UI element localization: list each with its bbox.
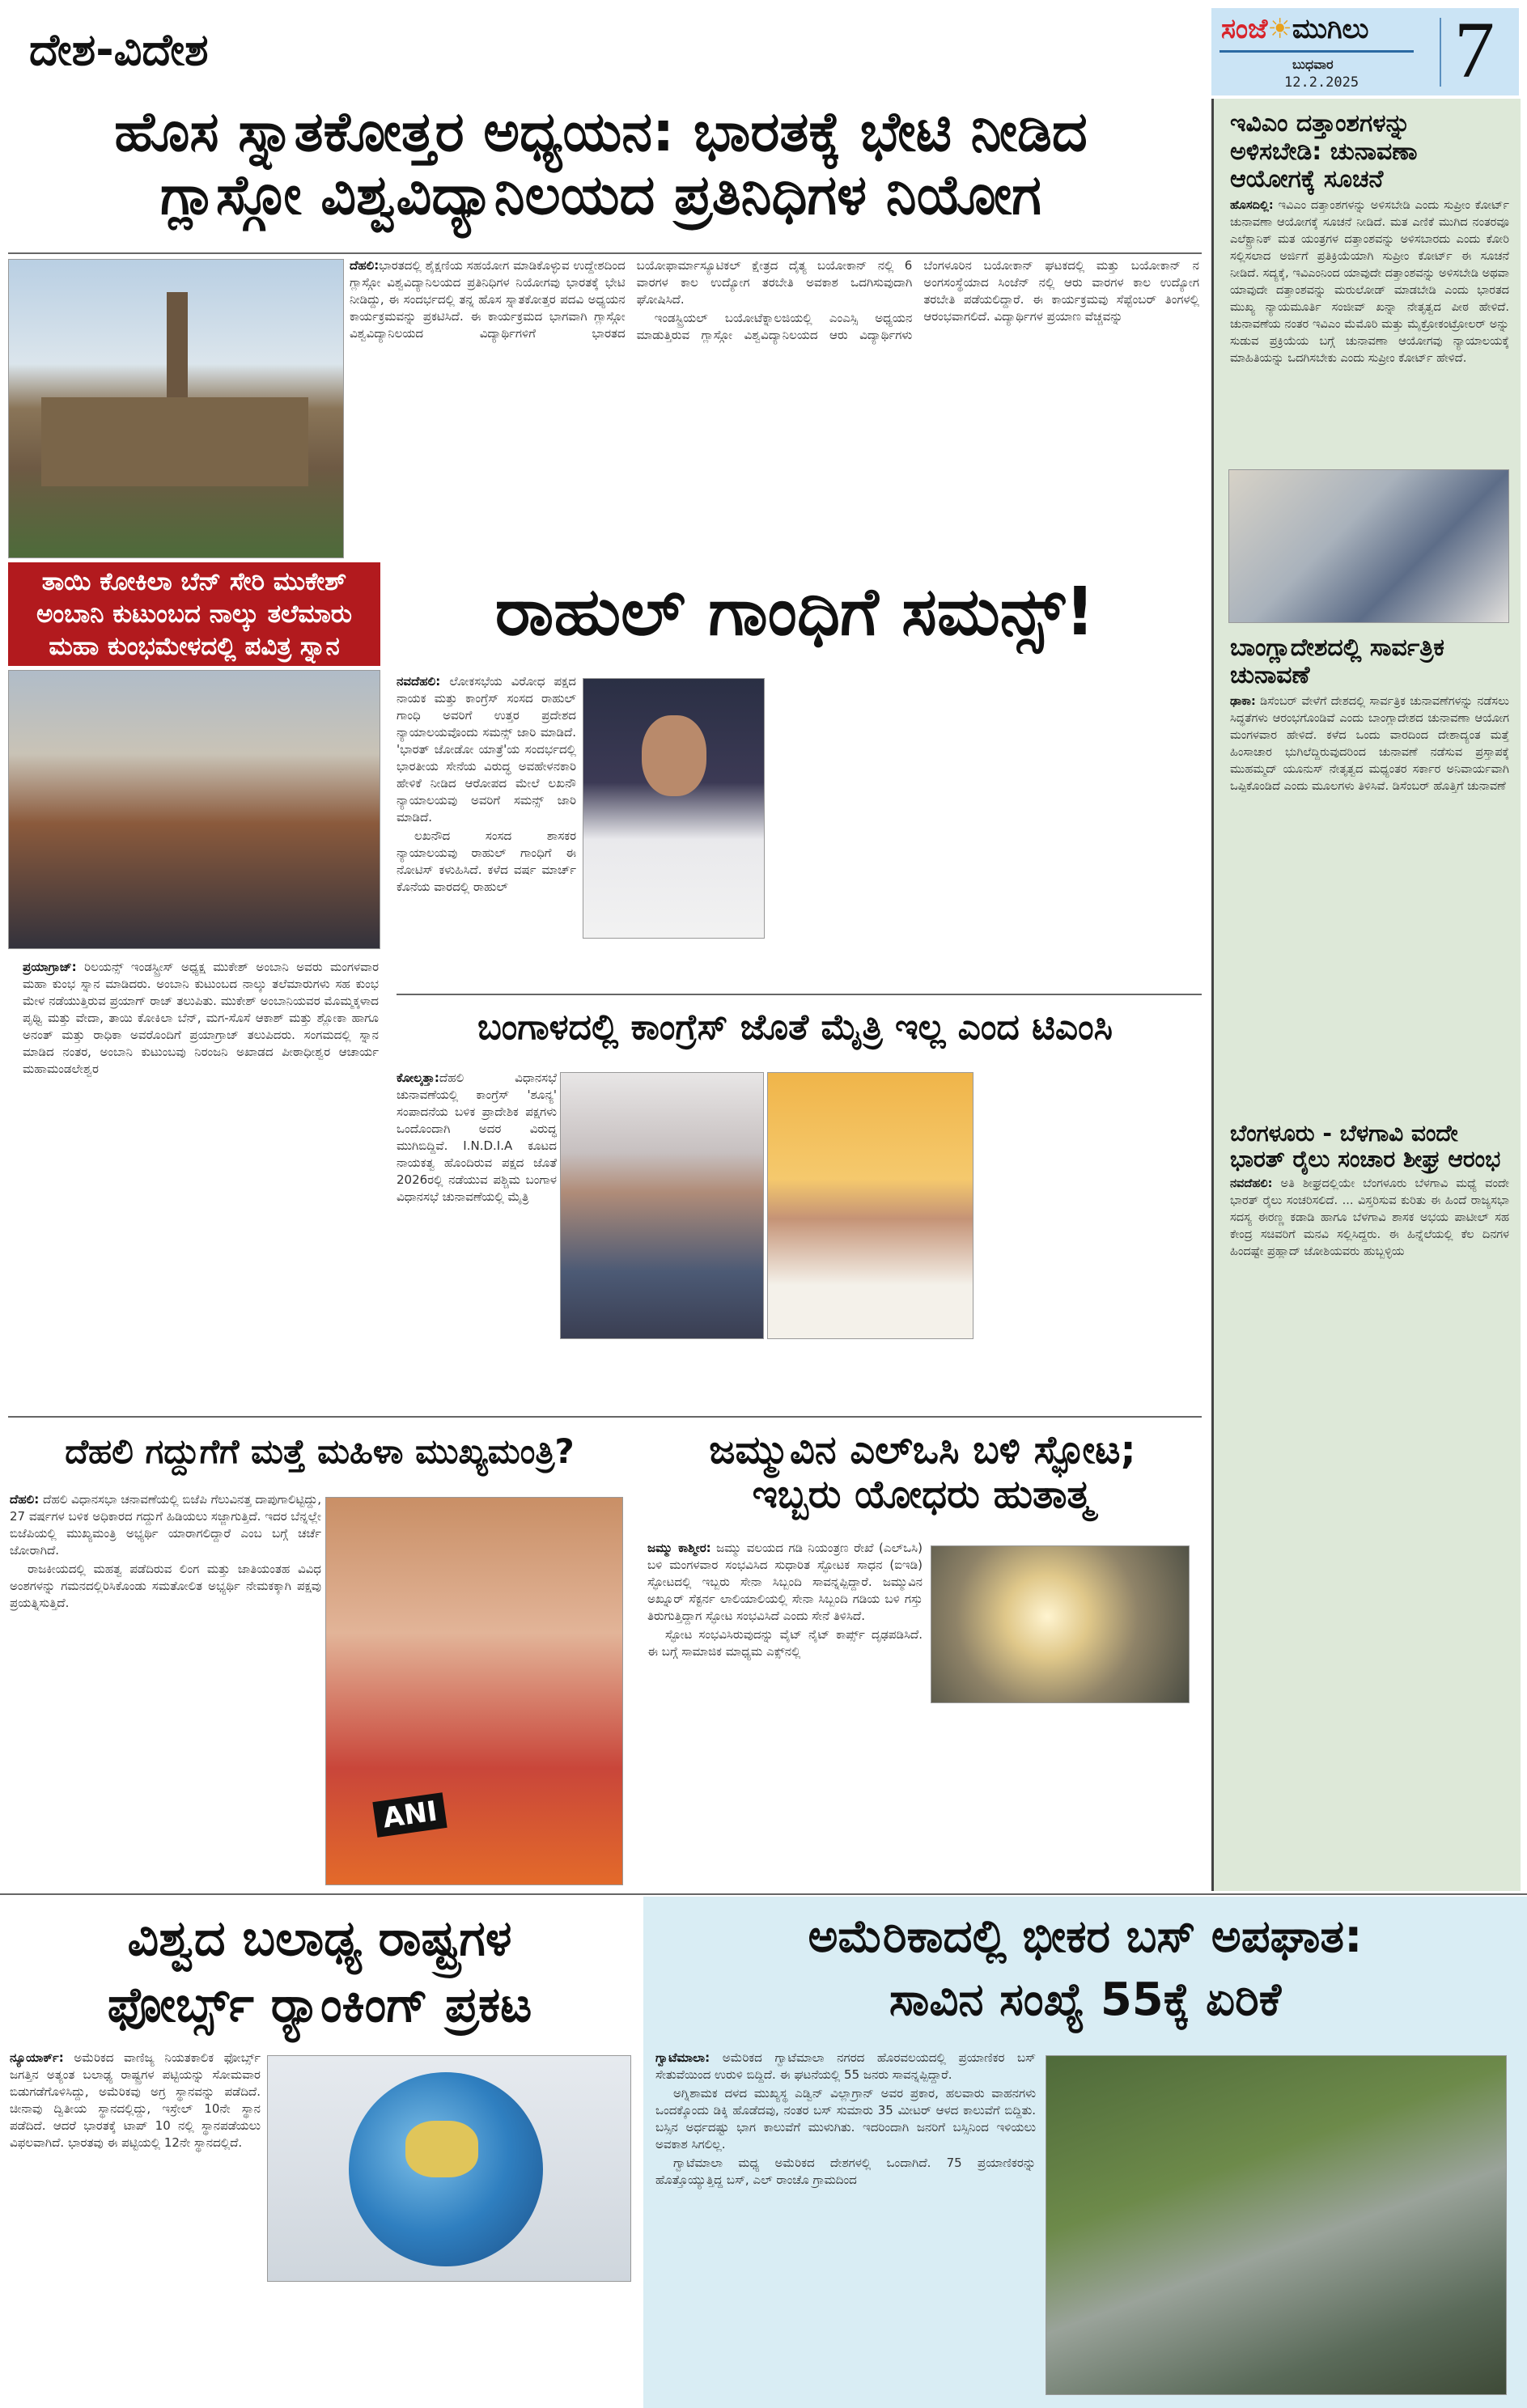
glasgow-university-photo xyxy=(8,259,344,558)
paragraph: ಡಿಸೆಂಬರ್ ವೇಳೆಗೆ ದೇಶದಲ್ಲಿ ಸಾರ್ವತ್ರಿಕ ಚುನಾವಣೆಗಳನ್ನು ನಡೆಸಲು ಸಿದ್ಧತೆಗಳು ಆರಂಭಗೊಂಡಿವೆ ಎಂದು ಬಾಂಗ್ಲಾದೇಶದ ಚುನಾವಣಾ ಆಯೋಗ ಮಂಗಳವಾರ ಹೇಳಿದೆ. ಕಳೆದ ಒಂದು ವಾರದಿಂದ ದೇಶಾದ್ಯಂತ ಮತ್ತೆ ಹಿಂಸಾಚಾರ ಭುಗಿಲೆದ್ದಿರುವುದರಿಂದ ಚುನಾವಣೆ ನಡೆಸುವ ಪ್ರಸ್ತಾಪಕ್ಕೆ ಮುಹಮ್ಮದ್ ಯೂನುಸ್ ನೇತೃತ್ವದ ಮಧ್ಯಂತರ ಸರ್ಕಾರ ಅನಿವಾರ್ಯವಾಗಿ ಒಪ್ಪಿಕೊಂಡಿದೆ ಎಂದು ಮೂಲಗಳು ತಿಳಿಸಿವೆ. ಡಿಸೆಂಬರ್ ಹೊತ್ತಿಗೆ ಚುನಾವಣೆ xyxy=(1230,694,1509,793)
paragraph: ಲೋಕಸಭೆಯ ವಿರೋಧ ಪಕ್ಷದ ನಾಯಕ ಮತ್ತು ಕಾಂಗ್ರೆಸ್ ಸಂಸದ ರಾಹುಲ್ ಗಾಂಧಿ ಅವರಿಗೆ ಉತ್ತರ ಪ್ರದೇಶದ ನ್ಯಾಯಾಲಯವೊಂದು ಸಮನ್ಸ್ ಜಾರಿ ಮಾಡಿದೆ. 'ಭಾರತ್ ಜೋಡೋ ಯಾತ್ರೆ'ಯ ಸಂದರ್ಭದಲ್ಲಿ ಭಾರತೀಯ ಸೇನೆಯ ವಿರುದ್ಧ ಅವಹೇಳನಕಾರಿ ಹೇಳಿಕೆ ನೀಡಿದ ಆರೋಪದ ಮೇಲೆ ಲಖನೌ ನ್ಯಾಯಾಲಯವು ಅವರಿಗೆ ಸಮನ್ಸ್ ಜಾರಿ ಮಾಡಿದೆ. xyxy=(397,674,576,825)
evm-machines-photo xyxy=(1228,469,1509,623)
section-label: ದೇಶ-ವಿದೇಶ xyxy=(29,24,209,75)
logo-dark: ಮುಗಿಲು xyxy=(1292,13,1369,45)
palm-sun-icon: ☀ xyxy=(1267,13,1292,45)
dateline: ನವದೆಹಲಿ: xyxy=(1230,1176,1273,1190)
headline-line: ಜಮ್ಮುವಿನ ಎಲ್‌ಒಸಿ ಬಳಿ ಸ್ಫೋಟ; xyxy=(709,1427,1136,1473)
dateline: ದೆಹಲಿ: xyxy=(10,1492,40,1507)
bengal-headline: ಬಂಗಾಳದಲ್ಲಿ ಕಾಂಗ್ರೆಸ್ ಜೊತೆ ಮೈತ್ರಿ ಇಲ್ಲ ಎಂದ ಟಿಎಂಸಿ xyxy=(477,1007,1113,1048)
delhi-cm-body xyxy=(10,1491,321,1888)
dateline: ನವದೆಹಲಿ: xyxy=(397,674,441,689)
paragraph: ಅಮೆರಿಕದ ಗ್ವಾಟೆಮಾಲಾ ನಗರದ ಹೊರವಲಯದಲ್ಲಿ ಪ್ರಯಾಣಿಕರ ಬಸ್ ಸೇತುವೆಯಿಂದ ಉರುಳಿ ಬಿದ್ದಿದೆ. ಈ ಘಟನೆಯಲ್ಲಿ 55 ಜನರು ಸಾವನ್ನಪ್ಪಿದ್ದಾರೆ. xyxy=(655,2050,1036,2082)
bengal-body xyxy=(397,1070,557,1385)
jammu-headline xyxy=(643,1428,1202,1517)
headline-line: ವಿಶ್ವದ ಬಲಾಢ್ಯ ರಾಷ್ಟ್ರಗಳ xyxy=(127,1910,512,1967)
paragraph: ಲಖನೌದ ಸಂಸದ ಶಾಸಕರ ನ್ಯಾಯಾಲಯವು ರಾಹುಲ್ ಗಾಂಧಿಗೆ ಈ ನೋಟಿಸ್ ಕಳುಹಿಸಿದೆ. ಕಳೆದ ವರ್ಷ ಮಾರ್ಚ್ ಕೊನೆಯ ವಾರದಲ್ಲಿ ರಾಹುಲ್ xyxy=(397,829,576,894)
woman-leader-photo xyxy=(325,1497,623,1885)
dateline: ಜಮ್ಮು ಕಾಶ್ಮೀರ: xyxy=(647,1541,711,1555)
rahul-body-col1 xyxy=(397,673,576,993)
bus-headline xyxy=(643,1906,1527,2032)
bangladesh-body xyxy=(1214,693,1521,1114)
ambani-kumbh-photo xyxy=(8,670,380,949)
evm-headline: ಇವಿಎಂ ದತ್ತಾಂಶಗಳನ್ನು ಅಳಿಸಬೇಡಿ: ಚುನಾವಣಾ ಆಯೋಗಕ್ಕೆ ಸೂಚನೆ xyxy=(1230,109,1418,193)
dateline: ಗ್ವಾಟೆಮಾಲಾ: xyxy=(655,2050,710,2065)
paragraph: ರಾಜಕೀಯದಲ್ಲಿ ಮಹತ್ವ ಪಡೆದಿರುವ ಲಿಂಗ ಮತ್ತು ಜಾತಿಯಂತಹ ವಿವಿಧ ಅಂಶಗಳನ್ನು ಗಮನದಲ್ಲಿರಿಸಿಕೊಂಡು ಸಮತೋಲಿತ ಅಭ್ಯರ್ಥಿ ನೇಮಕಕ್ಕಾಗಿ ಪಕ್ಷವು ಪ್ರಯತ್ನಿಸುತ್ತಿದೆ. xyxy=(10,1562,321,1610)
bus-accident-photo xyxy=(1046,2055,1507,2395)
explosion-photo xyxy=(931,1545,1190,1703)
dateline: ಹೊಸದಿಲ್ಲಿ: xyxy=(1230,198,1274,212)
evm-body xyxy=(1214,197,1521,464)
rahul-headline: ರಾಹುಲ್ ಗಾಂಧಿಗೆ ಸಮನ್ಸ್! xyxy=(494,574,1096,651)
paragraph: ದೆಹಲಿ ವಿಧಾನಸಭೆ ಚುನಾವಣೆಯಲ್ಲಿ ಕಾಂಗ್ರೆಸ್ 'ಶೂನ್ಯ' ಸಂಪಾದನೆಯ ಬಳಿಕ ಪ್ರಾದೇಶಿಕ ಪಕ್ಷಗಳು ಒಂದೊಂದಾಗಿ ಅದರ ವಿರುದ್ಧ ಮುಗಿಬಿದ್ದಿವೆ. I.N.D.I.A ಕೂಟದ ನಾಯಕತ್ವ ಹೊಂದಿರುವ ಪಕ್ಷದ ಜೊತೆ 2026ರಲ್ಲಿ ನಡೆಯುವ ಪಶ್ಚಿಮ ಬಂಗಾಳ ವಿಧಾನಸಭೆ ಚುನಾವಣೆಯಲ್ಲಿ ಮೈತ್ರಿ xyxy=(397,1070,557,1204)
paragraph: ಗ್ವಾಟೆಮಾಲಾ ಮಧ್ಯ ಅಮೆರಿಕದ ದೇಶಗಳಲ್ಲಿ ಒಂದಾಗಿದೆ. 75 ಪ್ರಯಾಣಿಕರನ್ನು ಹೊತ್ತೊಯ್ಯುತ್ತಿದ್ದ ಬಸ್, ಎಲ್ ರಾಂಚೊ ಗ್ರಾಮದಿಂದ xyxy=(655,2156,1036,2187)
headline-line: ಹೊಸ ಸ್ನಾತಕೋತ್ತರ ಅಧ್ಯಯನ: ಭಾರತಕ್ಕೆ ಭೇಟಿ ನೀಡಿದ xyxy=(114,100,1088,164)
logo xyxy=(1221,13,1368,45)
paragraph: ಅಗ್ನಿಶಾಮಕ ದಳದ ಮುಖ್ಯಸ್ಥ ಎಡ್ವಿನ್ ವಿಲ್ಲಾಗ್ರಾನ್ ಅವರ ಪ್ರಕಾರ, ಹಲವಾರು ವಾಹನಗಳು ಒಂದಕ್ಕೊಂದು ಡಿಕ್ಕಿ ಹೊಡೆದವು, ನಂತರ ಬಸ್ ಸುಮಾರು 35 ಮೀಟರ್ ಆಳದ ಕಾಲುವೆಗೆ ಬಿದ್ದಿತು. ಬಸ್ಸಿನ ಅರ್ಧದಷ್ಟು ಭಾಗ ಕಾಲುವೆಗೆ ಮುಳುಗಿತು. ಇದರಿಂದಾಗಿ ಜನರಿಗೆ ಬಸ್ಸಿನಿಂದ ಇಳಿಯಲು ಅವಕಾಶ ಸಿಗಲಿಲ್ಲ. xyxy=(655,2086,1036,2152)
dateline: ದೆಹಲಿ: xyxy=(350,258,380,273)
forbes-headline xyxy=(0,1906,639,2038)
ani-mic-label: ANI xyxy=(372,1792,447,1838)
globe-photo xyxy=(267,2055,631,2282)
headline-line: ಇಬ್ಬರು ಯೋಧರು ಹುತಾತ್ಮ xyxy=(752,1472,1093,1518)
bus-body xyxy=(655,2050,1036,2397)
paragraph: ರಿಲಯನ್ಸ್ ಇಂಡಸ್ಟ್ರೀಸ್ ಅಧ್ಯಕ್ಷ ಮುಕೇಶ್ ಅಂಬಾನಿ ಅವರು ಮಂಗಳವಾರ ಮಹಾ ಕುಂಭ ಸ್ನಾನ ಮಾಡಿದರು. ಅಂಬಾನಿ ಕುಟುಂಬದ ನಾಲ್ಕು ತಲೆಮಾರುಗಳು ಸಹ ಕುಂಭ ಮೇಳ ನಡೆಯುತ್ತಿರುವ ಪ್ರಯಾಗ್ ರಾಜ್ ತಲುಪಿತು. ಮುಕೇಶ್ ಅಂಬಾನಿಯವರ ಮೊಮ್ಮಕ್ಕಳಾದ ಪೃಥ್ವಿ ಮತ್ತು ವೇದಾ, ತಾಯಿ ಕೋಕಿಲಾ ಬೆನ್, ಮಗ-ಸೊಸೆ ಆಕಾಶ್ ಮತ್ತು ಶ್ಲೋಕಾ ಹಾಗೂ ಅನಂತ್ ಮತ್ತು ರಾಧಿಕಾ ಅವರೊಂದಿಗೆ ಪ್ರಯಾಗ್ರಾಜ್ ತಲುಪಿದರು. ಸಂಗಮದಲ್ಲಿ ಸ್ನಾನ ಮಾಡಿದ ನಂತರ, ಅಂಬಾನಿ ಕುಟುಂಬವು ನಿರಂಜನಿ ಅಖಾಡದ ಪೀಠಾಧೀಶ್ವರ ಆಚಾರ್ಯ ಮಹಾಮಂಡಲೇಶ್ವರ xyxy=(23,960,379,1076)
paragraph: ಸ್ಫೋಟ ಸಂಭವಿಸಿರುವುದನ್ನು ವೈಟ್ ನೈಟ್ ಕಾರ್ಪ್ಸ್ ದೃಢಪಡಿಸಿದೆ. ಈ ಬಗ್ಗೆ ಸಾಮಾಜಿಕ ಮಾಧ್ಯಮ ಎಕ್ಸ್‌ನಲ್ಲಿ xyxy=(647,1627,923,1659)
delhi-cm-headline: ದೆಹಲಿ ಗದ್ದುಗೆಗೆ ಮತ್ತೆ ಮಹಿಳಾ ಮುಖ್ಯಮಂತ್ರಿ? xyxy=(65,1431,575,1471)
jammu-body xyxy=(647,1540,923,1888)
vandebharat-body xyxy=(1214,1176,1521,1855)
day: ಬುಧವಾರ xyxy=(1292,57,1334,72)
headline-line: ಸಾವಿನ ಸಂಖ್ಯೆ 55ಕ್ಕೆ ಏರಿಕೆ xyxy=(889,1973,1282,2026)
glasgow-headline xyxy=(0,101,1202,227)
rahul-gandhi-photo xyxy=(583,678,765,939)
dateline: ಢಾಕಾ: xyxy=(1230,694,1256,708)
paragraph: ಇಂಡಸ್ಟ್ರಿಯಲ್ ಬಯೋಟೆಕ್ನಾಲಜಿಯಲ್ಲಿ ಎಂಎಸ್ಸಿ ಅಧ್ಯಯನ ಮಾಡುತ್ತಿರುವ ಗ್ಲಾಸ್ಗೋ ವಿಶ್ವವಿದ್ಯಾನಿಲಯದ ಆರು ವಿದ್ಯಾರ್ಥಿಗಳು ಬೆಂಗಳೂರಿನ ಬಯೋಕಾನ್ ಘಟಕದಲ್ಲಿ ಮತ್ತು ಬಯೋಕಾನ್ ನ ಅಂಗಸಂಸ್ಥೆಯಾದ ಸಿಂಜೆನ್ ನಲ್ಲಿ ಆರು ವಾರಗಳ ಕಾಲ ಉದ್ಯೋಗ ತರಬೇತಿ ಪಡೆಯಲಿದ್ದಾರೆ. ಈ ಕಾರ್ಯಕ್ರಮವು ಸೆಪ್ಟೆಂಬರ್ ತಿಂಗಳಲ್ಲಿ ಆರಂಭವಾಗಲಿದೆ. ವಿದ್ಯಾರ್ಥಿಗಳ ಪ್ರಯಾಣ ವೆಚ್ಚವನ್ನು xyxy=(636,258,1199,342)
mamata-banerjee-photo xyxy=(767,1072,973,1339)
dateline: ಪ್ರಯಾಗ್ರಾಜ್: xyxy=(23,960,77,974)
paragraph: ದೆಹಲಿ ವಿಧಾನಸಭಾ ಚನಾವಣೆಯಲ್ಲಿ ಬಿಜೆಪಿ ಗೆಲುವಿನತ್ತ ದಾಪುಗಾಲಿಟ್ಟಿದ್ದು, 27 ವರ್ಷಗಳ ಬಳಿಕ ಅಧಿಕಾರದ ಗದ್ದುಗೆ ಹಿಡಿಯಲು ಸಜ್ಜಾಗುತ್ತಿದೆ. ಇದರ ಬೆನ್ನಲ್ಲೇ ಬಿಜೆಪಿಯಲ್ಲಿ ಮುಖ್ಯಮಂತ್ರಿ ಅಭ್ಯರ್ಥಿ ಯಾರಾಗಲಿದ್ದಾರೆ ಎಂಬ ಬಗ್ಗೆ ಚರ್ಚೆ ಜೋರಾಗಿದೆ. xyxy=(10,1492,321,1558)
paragraph: ಅತಿ ಶೀಘ್ರದಲ್ಲಿಯೇ ಬೆಂಗಳೂರು ಬೆಳಗಾವಿ ಮಧ್ಯೆ ವಂದೇ ಭಾರತ್ ರೈಲು ಸಂಚರಿಸಲಿದೆ. ... ವಿಸ್ತರಿಸುವ ಕುರಿತು ಈ ಹಿಂದೆ ರಾಜ್ಯಸಭಾ ಸದಸ್ಯ ಈರಣ್ಣ ಕಡಾಡಿ ಹಾಗೂ ಬೆಳಗಾವಿ ಶಾಸಕ ಅಭಯ ಪಾಟೀಲ್ ಸಹ ಕೇಂದ್ರ ಸಚಿವರಿಗೆ ಮನವಿ ಸಲ್ಲಿಸಿದ್ದರು. ಈ ಹಿನ್ನೆಲೆಯಲ್ಲಿ ಕೆಲ ದಿನಗಳ ಹಿಂದಷ್ಟೇ ಪ್ರಹ್ಲಾದ್ ಜೋಶಿಯವರು ಹುಬ್ಬಳ್ಳಿಯ xyxy=(1230,1176,1509,1258)
headline-line: ಫೋರ್ಬ್ಸ್ ರ್‍ಯಾಂಕಿಂಗ್ ಪ್ರಕಟ xyxy=(107,1977,532,2033)
paragraph: ಭಾರತದಲ್ಲಿ ಶೈಕ್ಷಣಿಯ ಸಹಯೋಗ ಮಾಡಿಕೊಳ್ಳುವ ಉದ್ದೇಶದಿಂದ ಗ್ಲಾಸ್ಗೋ ವಿಶ್ವವಿದ್ಯಾನಿಲಯದ ಪ್ರತಿನಿಧಿಗಳ ನಿಯೋಗವು ಭಾರತಕ್ಕೆ ಭೇಟಿ ನೀಡಿದ್ದು, ಈ ಸಂದರ್ಭದಲ್ಲಿ ತನ್ನ ಹೊಸ ಸ್ನಾತಕೋತ್ತರ ಪದವಿ ಅಧ್ಯಯನ ಕಾರ್ಯಕ್ರಮವನ್ನು ಪ್ರಕಟಿಸಿದೆ. ಈ ಕಾರ್ಯಕ್ರಮದ ಭಾಗವಾಗಿ ಗ್ಲಾಸ್ಗೋ ವಿಶ್ವವಿದ್ಯಾನಿಲಯದ ವಿದ್ಯಾರ್ಥಿಗಳಿಗೆ ಭಾರತದ ಬಯೋಫಾರ್ಮಾಸ್ಯೂಟಿಕಲ್ ಕ್ಷೇತ್ರದ ದೈತ್ಯ ಬಯೋಕಾನ್ ನಲ್ಲಿ 6 ವಾರಗಳ ಕಾಲ ಉದ್ಯೋಗ ತರಬೇತಿ ಅವಕಾಶ ಒದಗಿಸುವುದಾಗಿ ಘೋಷಿಸಿದೆ. xyxy=(350,258,913,341)
dateline: ನ್ಯೂಯಾರ್ಕ್: xyxy=(10,2050,64,2065)
dateline: ಕೋಲ್ಕತ್ತಾ: xyxy=(397,1070,439,1085)
bangladesh-headline: ಬಾಂಗ್ಲಾದೇಶದಲ್ಲಿ ಸಾರ್ವತ್ರಿಕ ಚುನಾವಣೆ xyxy=(1230,633,1444,689)
glasgow-body xyxy=(350,257,1199,558)
forbes-body xyxy=(10,2050,261,2397)
paragraph: ಅಮೆರಿಕದ ವಾಣಿಜ್ಯ ನಿಯತಕಾಲಿಕ ಫೋರ್ಬ್ಸ್ ಜಗತ್ತಿನ ಅತ್ಯಂತ ಬಲಾಢ್ಯ ರಾಷ್ಟ್ರಗಳ ಪಟ್ಟಿಯನ್ನು ಸೋಮವಾರ ಬಿಡುಗಡೆಗೊಳಿಸಿದ್ದು, ಅಮೆರಿಕವು ಅಗ್ರ ಸ್ಥಾನವನ್ನು ಪಡೆದಿದೆ. ಚೀನಾವು ದ್ವಿತೀಯ ಸ್ಥಾನದಲ್ಲಿದ್ದು, ಇಸ್ರೇಲ್ 10ನೇ ಸ್ಥಾನ ಪಡೆದಿದೆ. ಆದರೆ ಭಾರತಕ್ಕೆ ಟಾಪ್ 10 ನಲ್ಲಿ ಸ್ಥಾನಪಡೆಯಲು ವಿಫಲವಾಗಿದೆ. ಭಾರತವು ಈ ಪಟ್ಟಿಯಲ್ಲಿ 12ನೇ ಸ್ಥಾನದಲ್ಲಿದೆ. xyxy=(10,2050,261,2150)
ambani-headline-box: ತಾಯಿ ಕೋಕಿಲಾ ಬೆನ್ ಸೇರಿ ಮುಕೇಶ್ ಅಂಬಾನಿ ಕುಟುಂಬದ ನಾಲ್ಕು ತಲೆಮಾರು ಮಹಾ ಕುಂಭಮೇಳದಲ್ಲಿ ಪವಿತ್ರ ಸ್ನಾನ xyxy=(8,562,380,666)
logo-red: ಸಂಜೆ xyxy=(1221,13,1268,45)
vandebharat-headline: ಬೆಂಗಳೂರು - ಬೆಳಗಾವಿ ವಂದೇ ಭಾರತ್ ರೈಲು ಸಂಚಾರ ಶೀಘ್ರ ಆರಂಭ xyxy=(1230,1119,1501,1172)
paragraph: ಇವಿಎಂ ದತ್ತಾಂಶಗಳನ್ನು ಅಳಿಸಬೇಡಿ ಎಂದು ಸುಪ್ರೀಂ ಕೋರ್ಟ್ ಚುನಾವಣಾ ಆಯೋಗಕ್ಕೆ ಸೂಚನೆ ನೀಡಿದೆ. ಮತ ಎಣಿಕೆ ಮುಗಿದ ನಂತರವೂ ಎಲೆಕ್ಟ್ರಾನಿಕ್ ಮತ ಯಂತ್ರಗಳ ದತ್ತಾಂಶವನ್ನು ಅಳಿಸಬಾರದು ಎಂದು ಕೋರಿ ಸಲ್ಲಿಸಲಾದ ಅರ್ಜಿಗೆ ಪ್ರತಿಕ್ರಿಯೆಯಾಗಿ ಸುಪ್ರೀಂ ಕೋರ್ಟ್ ಈ ಸೂಚನೆ ನೀಡಿದೆ. ಸದ್ಯಕ್ಕೆ, ಇವಿಎಂನಿಂದ ಯಾವುದೇ ದತ್ತಾಂಶವನ್ನು ಅಳಿಸಬೇಡಿ ಅಥವಾ ಯಾವುದೇ ದತ್ತಾಂಶವನ್ನು ಮರುಲೋಡ್ ಮಾಡಬೇಡಿ ಎಂದು ಭಾರತದ ಮುಖ್ಯ ನ್ಯಾಯಮೂರ್ತಿ ಸಂಜೀವ್ ಖನ್ನಾ ನೇತೃತ್ವದ ಪೀಠ ಹೇಳಿದೆ. ಚುನಾವಣೆಯ ನಂತರ ಇವಿಎಂ ಮೆಮೊರಿ ಮತ್ತು ಮೈಕ್ರೋಕಂಟ್ರೋಲರ್ ಅನ್ನು ಸುಡುವ ಪ್ರಕ್ರಿಯೆಯ ಬಗ್ಗೆ ಚುನಾವಣಾ ಆಯೋಗವು ನ್ಯಾಯಾಲಯಕ್ಕೆ ಮಾಹಿತಿಯನ್ನು ಒದಗಿಸಬೇಕು ಎಂದು ಸುಪ್ರೀಂ ಕೋರ್ಟ್ ಹೇಳಿದೆ. xyxy=(1230,198,1510,365)
masthead xyxy=(1211,5,1519,95)
date: 12.2.2025 xyxy=(1284,74,1359,91)
page-number: 7 xyxy=(1454,5,1495,95)
kharge-photo xyxy=(560,1072,764,1339)
headline-line: ಅಮೆರಿಕಾದಲ್ಲಿ ಭೀಕರ ಬಸ್ ಅಪಘಾತ: xyxy=(808,1910,1363,1963)
ambani-body xyxy=(23,959,379,1396)
headline-line: ಗ್ಲಾಸ್ಗೋ ವಿಶ್ವವಿದ್ಯಾನಿಲಯದ ಪ್ರತಿನಿಧಿಗಳ ನಿಯೋಗ xyxy=(160,163,1041,228)
right-column-panel xyxy=(1211,99,1521,1891)
paragraph: ಜಮ್ಮು ವಲಯದ ಗಡಿ ನಿಯಂತ್ರಣ ರೇಖೆ (ಎಲ್‌ಒಸಿ) ಬಳಿ ಮಂಗಳವಾರ ಸಂಭವಿಸಿದ ಸುಧಾರಿತ ಸ್ಫೋಟಕ ಸಾಧನ (ಐಇಡಿ) ಸ್ಫೋಟದಲ್ಲಿ ಇಬ್ಬರು ಸೇನಾ ಸಿಬ್ಬಂದಿ ಸಾವನ್ನಪ್ಪಿದ್ದಾರೆ. ಜಮ್ಮುವಿನ ಅಖ್ನೂರ್ ಸೆಕ್ಟರ್ನ ಲಾಲಿಯಾಲಿಯಲ್ಲಿ ಸೇನಾ ಸಿಬ್ಬಂದಿ ಗಡಿಯ ಬಳಿ ಗಸ್ತು ತಿರುಗುತ್ತಿದ್ದಾಗ ಸ್ಫೋಟ ಸಂಭವಿಸಿದೆ ಎಂದು ಸೇನೆ ತಿಳಿಸಿದೆ. xyxy=(647,1541,923,1623)
